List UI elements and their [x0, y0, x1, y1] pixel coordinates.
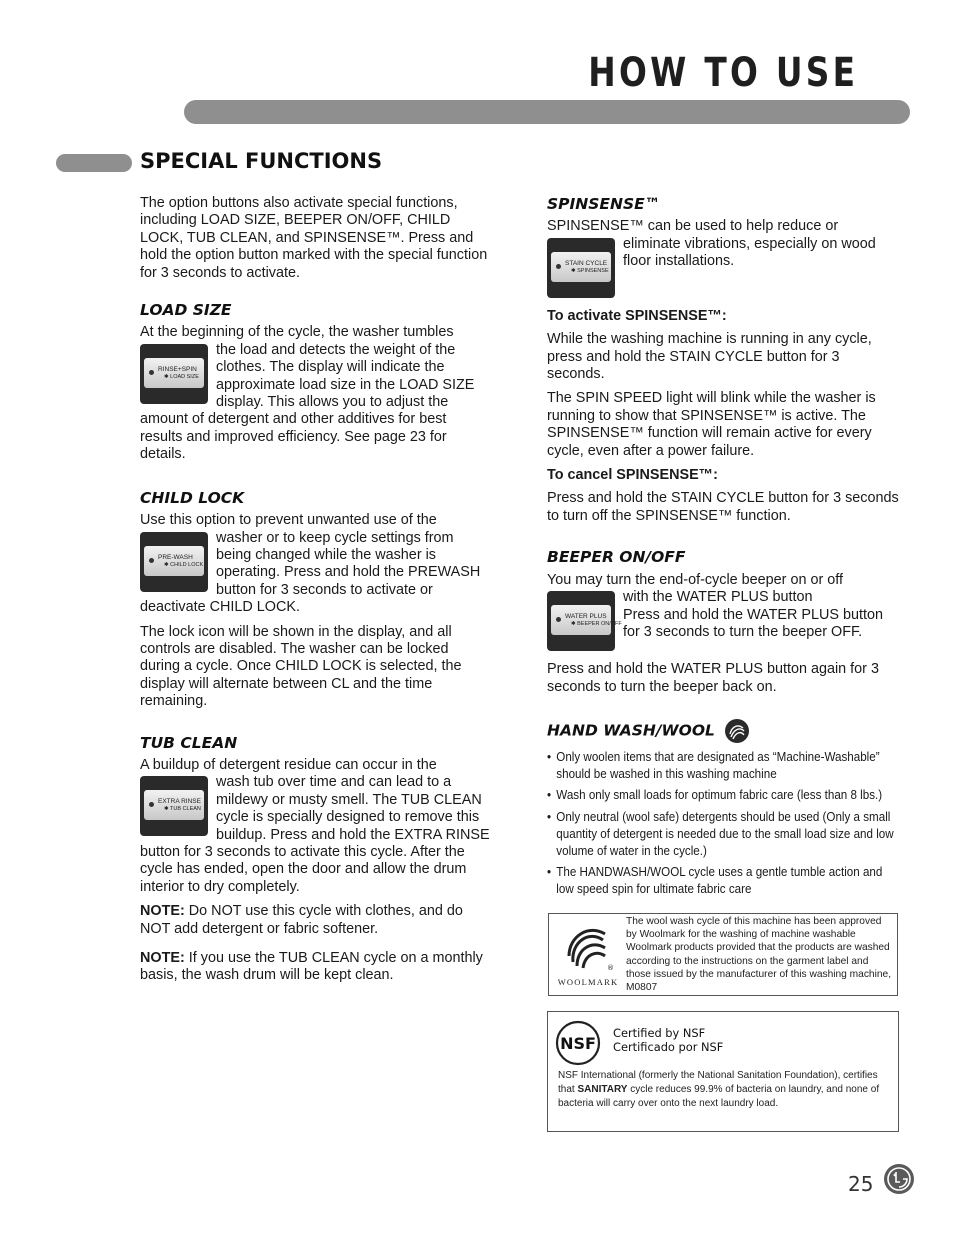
nsf-box [547, 1011, 899, 1132]
tub-clean-heading: TUB CLEAN [140, 733, 238, 752]
spinsense-cancel-heading: To cancel SPINSENSE™: [547, 467, 718, 484]
page-title: HOW TO USE [587, 50, 858, 96]
child-lock-text-2: The lock icon will be shown in the display, and all controls are disabled. The washer can be locked during a cycle. Once CHILD LOCK is selected, the display will alternate between CL and the time remaining. [140, 623, 462, 710]
water-plus-button-image [547, 591, 622, 651]
note-label: NOTE: [140, 903, 185, 920]
woolmark-wordmark: WOOLMARK [557, 977, 619, 987]
pre-wash-button-image [140, 532, 208, 592]
beeper-text-first: You may turn the end-of-cycle beeper on or off [547, 571, 843, 588]
nsf-certification [613, 1026, 723, 1054]
section-title: SPECIAL FUNCTIONS [140, 149, 383, 173]
beeper-heading: BEEPER ON/OFF [547, 548, 686, 567]
nsf-desc-before: NSF International (formerly the National Sanitation Foundation), certifies that [558, 1070, 878, 1095]
wool-icon [724, 718, 750, 744]
nsf-desc-after: cycle reduces 99.9% of bacteria on laundry, and none of bacteria will carry over onto the next laundry load. [558, 1084, 880, 1109]
load-size-text [140, 324, 492, 463]
nsf-desc-bold: SANITARY [577, 1084, 628, 1095]
beeper-text [547, 572, 899, 642]
button-sublabel: ✱ TUB CLEAN [164, 806, 201, 813]
spinsense-activate-heading: To activate SPINSENSE™: [547, 307, 727, 324]
spinsense-text-rest: eliminate vibrations, especially on wood floor installations. [623, 235, 876, 270]
nsf-cert-es: Certificado por NSF [613, 1040, 724, 1054]
tub-clean-note-1 [140, 903, 492, 938]
note-2-text: If you use the TUB CLEAN cycle on a monthly basis, the wash drum will be kept clean. [140, 950, 483, 984]
woolmark-box [548, 913, 898, 996]
page-number: 25 [848, 1172, 874, 1196]
nsf-cert-en: Certified by NSF [613, 1026, 706, 1040]
load-size-text-first: At the beginning of the cycle, the washer tumbles [140, 324, 454, 341]
note-1-text: Do NOT use this cycle with clothes, and do NOT add detergent or fabric softener. [140, 903, 463, 937]
button-sublabel: ✱ SPINSENSE [571, 267, 609, 274]
section-pill [56, 154, 132, 172]
tub-clean-note-2 [140, 950, 492, 985]
hand-wash-bullets [547, 749, 899, 899]
button-label: EXTRA RINSE [158, 798, 201, 806]
spinsense-cancel-text: Press and hold the STAIN CYCLE button for 3 seconds to turn off the SPINSENSE™ function. [547, 490, 899, 524]
button-label: STAIN CYCLE [565, 259, 608, 267]
woolmark-logo [555, 922, 621, 990]
spinsense-text [547, 218, 899, 274]
nsf-logo-text: NSF [560, 1034, 596, 1053]
tub-clean-text-first: A buildup of detergent residue can occur in the [140, 756, 437, 773]
button-sublabel: ✱ LOAD SIZE [164, 373, 199, 380]
load-size-text-rest: the load and detects the weight of the clothes. The display will indicate the approximate load size in the LOAD SIZE display. This allows you to adjust the amount of detergent and other additives for best results and improved efficiency. See page 23 for details. [140, 341, 475, 463]
intro-text: The option buttons also activate special functions, including LOAD SIZE, BEEPER ON/OFF, CHILD LOCK, TUB CLEAN, and SPINSENSE™. Press and hold the option button marked with the special function for 3 seconds to activate. [140, 195, 488, 281]
rinse-spin-button-image [140, 344, 208, 404]
extra-rinse-button-image [140, 776, 208, 836]
beeper-text-rest: with the WATER PLUS button [623, 589, 813, 606]
stain-cycle-button-image [547, 238, 615, 298]
button-label: WATER PLUS [565, 613, 607, 621]
nsf-logo [555, 1020, 601, 1066]
child-lock-heading: CHILD LOCK [140, 488, 245, 507]
spinsense-activate-text: While the washing machine is running in any cycle, press and hold the STAIN CYCLE button for 3 seconds. [547, 331, 872, 383]
list-item: • The HANDWASH/WOOL cycle uses a gentle tumble action and low speed spin for ultimate fabric care [547, 864, 897, 898]
hand-wash-heading [547, 718, 899, 744]
woolmark-text: The wool wash cycle of this machine has been approved by Woolmark for the washing of machine washable Woolmark products provided that the products are washed according to the instructions on the garment label and those issued by the manufacturer of this washing machine, M0807 [626, 916, 892, 994]
tub-clean-text [140, 757, 492, 896]
child-lock-text-first: Use this option to prevent unwanted use of the [140, 512, 437, 529]
list-item: • Only woolen items that are designated as “Machine-Washable” should be washed in this washing machine [547, 749, 897, 783]
list-item: • Only neutral (wool safe) detergents should be used (Only a small quantity of detergent is needed due to the small load size and low volume of water in the cycle.) [547, 809, 897, 861]
title-bar [184, 100, 910, 124]
spinsense-blink-text: The SPIN SPEED light will blink while the washer is running to show that SPINSENSE™ is active. The SPINSENSE™ function will remain active for every cycle, even after a power failure. [547, 390, 876, 459]
spinsense-text-first: SPINSENSE™ can be used to help reduce or [547, 218, 839, 235]
child-lock-text [140, 512, 492, 616]
note-label: NOTE: [140, 950, 185, 967]
beeper-press-text: Press and hold the WATER PLUS button for 3 seconds to turn the beeper OFF. [623, 606, 883, 640]
svg-text:®: ® [607, 964, 614, 972]
button-label: RINSE+SPIN [158, 365, 197, 373]
beeper-text-2: Press and hold the WATER PLUS button again for 3 seconds to turn the beeper back on. [547, 661, 879, 695]
left-column [140, 195, 492, 992]
button-sublabel: ✱ BEEPER ON/OFF [571, 621, 622, 628]
button-label: PRE-WASH [158, 553, 193, 561]
spinsense-heading: SPINSENSE™ [547, 195, 661, 213]
child-lock-text-rest: washer or to keep cycle settings from being changed while the washer is operating. Press and hold the PREWASH button for 3 seconds to activate or deactivate CHILD LOCK. [140, 529, 481, 616]
nsf-icon [555, 1020, 601, 1066]
lg-logo-icon [883, 1163, 915, 1195]
load-size-heading: LOAD SIZE [140, 301, 232, 320]
list-item: • Wash only small loads for optimum fabric care (less than 8 lbs.) [547, 787, 897, 804]
nsf-description [558, 1069, 893, 1111]
button-sublabel: ✱ CHILD LOCK [164, 561, 204, 568]
woolmark-icon [555, 922, 621, 974]
right-column [547, 196, 899, 903]
tub-clean-text-rest: wash tub over time and can lead to a mildewy or musty smell. The TUB CLEAN cycle is specially designed to remove this buildup. Press and hold the EXTRA RINSE button for 3 seconds to activate this cycle. After the cycle has ended, open the door and allow the drum interior to dry completely. [140, 774, 490, 895]
hand-wash-heading-text: HAND WASH/WOOL [547, 721, 715, 740]
